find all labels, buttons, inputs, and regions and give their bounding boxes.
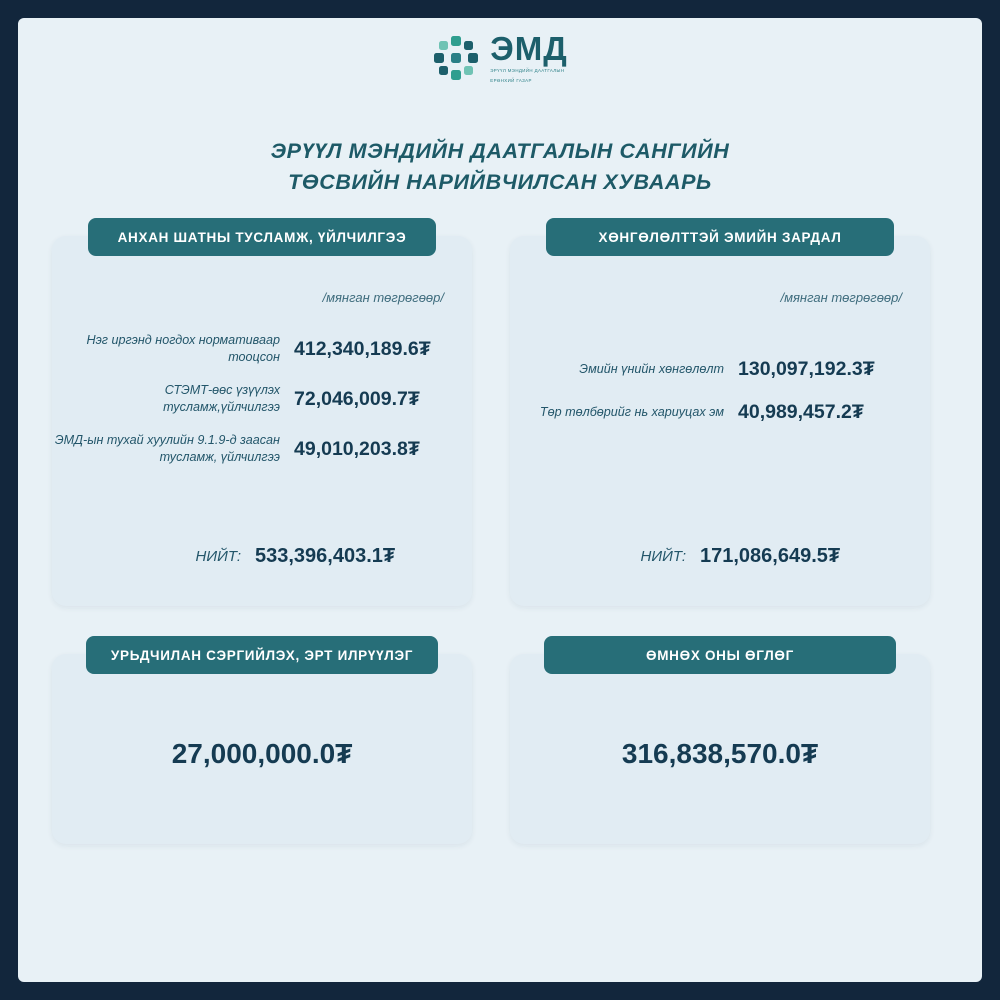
- emd-cross-logo-icon: [432, 34, 480, 82]
- total-value: 533,396,403.1₮: [255, 545, 396, 567]
- list-item: [510, 401, 930, 424]
- card-previous-year-debt-header: ӨМНӨХ ОНЫ ӨГЛӨГ: [544, 636, 896, 674]
- row-value: 130,097,192.3₮: [738, 358, 875, 380]
- list-item: [52, 332, 472, 366]
- list-item: [510, 358, 930, 381]
- row-value: 412,340,189.6₮: [294, 337, 431, 360]
- row-label: Эмийн үнийн хөнгөлөлт: [579, 362, 724, 376]
- logo-text: [490, 32, 567, 84]
- card-discounted-drugs-unit: /мянган төгрөгөөр/: [780, 290, 902, 305]
- list-item: [52, 432, 472, 466]
- card-prevention-value: 27,000,000.0₮: [171, 738, 353, 769]
- row-value: 40,989,457.2₮: [738, 401, 864, 423]
- row-value: 72,046,009.7₮: [294, 387, 420, 410]
- list-item: [52, 382, 472, 416]
- card-discounted-drugs-total: [510, 545, 930, 568]
- card-primary-care: [52, 229, 472, 606]
- row-label: ЭМД-ын тухай хуулийн 9.1.9-д заасан тусламж, үйлчилгээ: [54, 433, 280, 464]
- logo-header: [18, 32, 982, 84]
- card-primary-care-header: АНХАН ШАТНЫ ТУСЛАМЖ, ҮЙЛЧИЛГЭЭ: [88, 218, 436, 256]
- card-prevention-header: УРЬДЧИЛАН СЭРГИЙЛЭХ, ЭРТ ИЛРҮҮЛЭГ: [86, 636, 438, 674]
- logo-subtitle-line2: ЕРӨНХИЙ ГАЗАР: [490, 77, 532, 83]
- logo-subtitle-line1: ЭРҮҮЛ МЭНДИЙН ДААТГАЛЫН: [490, 68, 565, 73]
- card-primary-care-total: [52, 545, 472, 568]
- card-discounted-drugs-rows: [510, 358, 930, 444]
- card-discounted-drugs: [510, 229, 930, 606]
- row-label: Нэг иргэнд ногдох нормативаар тооцсон: [86, 333, 280, 364]
- total-label: НИЙТ:: [640, 548, 686, 565]
- page-title-line1: ЭРҮҮЛ МЭНДИЙН ДААТГАЛЫН САНГИЙН: [270, 139, 730, 163]
- row-label: Төр төлбөрийг нь хариуцах эм: [539, 405, 724, 419]
- page-title: [18, 136, 982, 198]
- page-title-line2: ТӨСВИЙН НАРИЙВЧИЛСАН ХУВААРЬ: [288, 170, 712, 195]
- card-discounted-drugs-header: ХӨНГӨЛӨЛТТЭЙ ЭМИЙН ЗАРДАЛ: [546, 218, 894, 256]
- logo-title: ЭМД: [490, 30, 568, 67]
- row-value: 49,010,203.8₮: [294, 437, 420, 460]
- total-label: НИЙТ:: [195, 548, 241, 565]
- card-previous-year-debt: [510, 647, 930, 844]
- card-primary-care-unit: /мянган төгрөгөөр/: [322, 290, 444, 305]
- card-prevention: [52, 647, 472, 844]
- card-primary-care-rows: [52, 332, 472, 482]
- total-value: 171,086,649.5₮: [700, 545, 841, 567]
- row-label: СТЭМТ-өөс үзүүлэх тусламж,үйлчилгээ: [163, 383, 280, 414]
- infographic-page: [18, 18, 982, 982]
- card-previous-year-debt-value: 316,838,570.0₮: [621, 738, 819, 769]
